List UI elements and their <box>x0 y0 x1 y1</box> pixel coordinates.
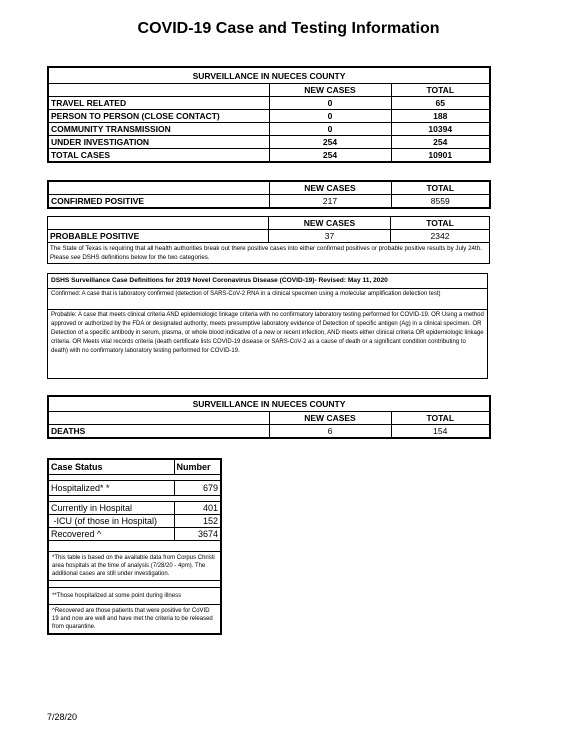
row-label: TOTAL CASES <box>48 149 269 163</box>
status-label: Currently in Hospital <box>48 502 174 515</box>
status-label: -ICU (of those in Hospital) <box>48 515 174 528</box>
deaths-table <box>47 395 491 439</box>
table-row <box>48 528 221 541</box>
probable-definition: Probable: A case that meets clinical criteria AND epidemiologic linkage criteria with no confirmatory laboratory testing performed for COVID-19. OR Using a method approved or authorized by the FDA or designated authority, meets presumptive laboratory evidence of Detection of specific antigen (Ag) in a clinical specimen. OR Detection of a specific antibody in serum, plasma, or whole blood indicative of a new or recent infection, AND meets either clinical criteria OR epidemiologic linkage criteria. OR Meets vital records criteria (death certificate lists COVID-19 disease or SARS-CoV-2 as a cause of death or a significant condition contributing to death) with no confirmatory laboratory testing performed for COVID-19. <box>51 312 484 354</box>
table-row <box>48 502 221 515</box>
deaths-total: 154 <box>391 425 490 439</box>
surveillance-table <box>47 66 491 163</box>
blank-cell <box>48 84 269 97</box>
status-note-1: *This table is based on the available data from Corpus Christi area hospitals at the time of analysis (7/28/20 - 4pm). The additional cases are still under investigation. <box>48 552 221 581</box>
deaths-new: 6 <box>269 425 391 439</box>
probable-note: The State of Texas is requiring that all health authorities break out there positive cases into either confirmed positives or probable positive results by July 24th. Please see DSHS definitions below for the two categories. <box>48 243 490 264</box>
col-case-status: Case Status <box>48 459 174 475</box>
row-label: COMMUNITY TRANSMISSION <box>48 123 269 136</box>
status-value: 401 <box>174 502 221 515</box>
col-new-cases: NEW CASES <box>269 181 391 195</box>
row-total: 10394 <box>391 123 490 136</box>
probable-total: 2342 <box>391 230 490 243</box>
table-row <box>48 97 490 110</box>
blank-cell <box>48 181 269 195</box>
table-row <box>48 123 490 136</box>
spacer-row <box>48 581 221 588</box>
col-new-cases: NEW CASES <box>269 84 391 97</box>
col-number: Number <box>174 459 221 475</box>
blank-cell <box>48 217 269 230</box>
status-label: Recovered ^ <box>48 528 174 541</box>
case-status-table <box>47 458 222 635</box>
row-new: 0 <box>269 97 391 110</box>
table-row <box>48 515 221 528</box>
col-total: TOTAL <box>391 217 490 230</box>
status-note-2: **Those hospitalized at some point during illness <box>48 588 221 605</box>
confirmed-total: 8559 <box>391 195 490 209</box>
table-row <box>48 110 490 123</box>
status-note-3: ^Recovered are those patients that were positive for CoVID 19 and now are well and have met the criteria to be released from quarantine. <box>48 605 221 635</box>
row-new: 0 <box>269 123 391 136</box>
spacer-row <box>48 541 221 552</box>
probable-label: PROBABLE POSITIVE <box>48 230 269 243</box>
row-label: PERSON TO PERSON (CLOSE CONTACT) <box>48 110 269 123</box>
row-new: 254 <box>269 149 391 163</box>
page-title: COVID-19 Case and Testing Information <box>137 20 440 37</box>
col-new-cases: NEW CASES <box>269 217 391 230</box>
status-value: 679 <box>174 481 221 496</box>
col-total: TOTAL <box>391 181 490 195</box>
row-new: 254 <box>269 136 391 149</box>
col-total: TOTAL <box>391 412 490 425</box>
confirmed-new: 217 <box>269 195 391 209</box>
confirmed-definition: Confirmed: A case that is laboratory confirmed (detection of SARS-CoV-2 RNA in a clinical specimen using a molecular amplification detection test) <box>48 289 487 310</box>
definitions-heading: DSHS Surveillance Case Definitions for 2019 Novel Coronavirus Disease (COVID-19)- Revised: May 11, 2020 <box>48 274 487 289</box>
row-total: 188 <box>391 110 490 123</box>
case-definitions <box>47 273 488 379</box>
table-row <box>48 136 490 149</box>
row-total: 65 <box>391 97 490 110</box>
confirmed-table <box>47 180 491 209</box>
deaths-heading: SURVEILLANCE IN NUECES COUNTY <box>48 396 490 412</box>
confirmed-label: CONFIRMED POSITIVE <box>48 195 269 209</box>
probable-new: 37 <box>269 230 391 243</box>
status-value: 152 <box>174 515 221 528</box>
probable-table <box>47 216 490 264</box>
surveillance-heading: SURVEILLANCE IN NUECES COUNTY <box>48 67 490 84</box>
status-label: Hospitalized* * <box>48 481 174 496</box>
row-label: UNDER INVESTIGATION <box>48 136 269 149</box>
col-new-cases: NEW CASES <box>269 412 391 425</box>
report-date: 7/28/20 <box>47 712 78 722</box>
col-total: TOTAL <box>391 84 490 97</box>
row-new: 0 <box>269 110 391 123</box>
status-value: 3674 <box>174 528 221 541</box>
table-row-total <box>48 149 490 163</box>
row-total: 10901 <box>391 149 490 163</box>
table-row <box>48 481 221 496</box>
row-label: TRAVEL RELATED <box>48 97 269 110</box>
row-total: 254 <box>391 136 490 149</box>
blank-cell <box>48 412 269 425</box>
deaths-label: DEATHS <box>48 425 269 439</box>
